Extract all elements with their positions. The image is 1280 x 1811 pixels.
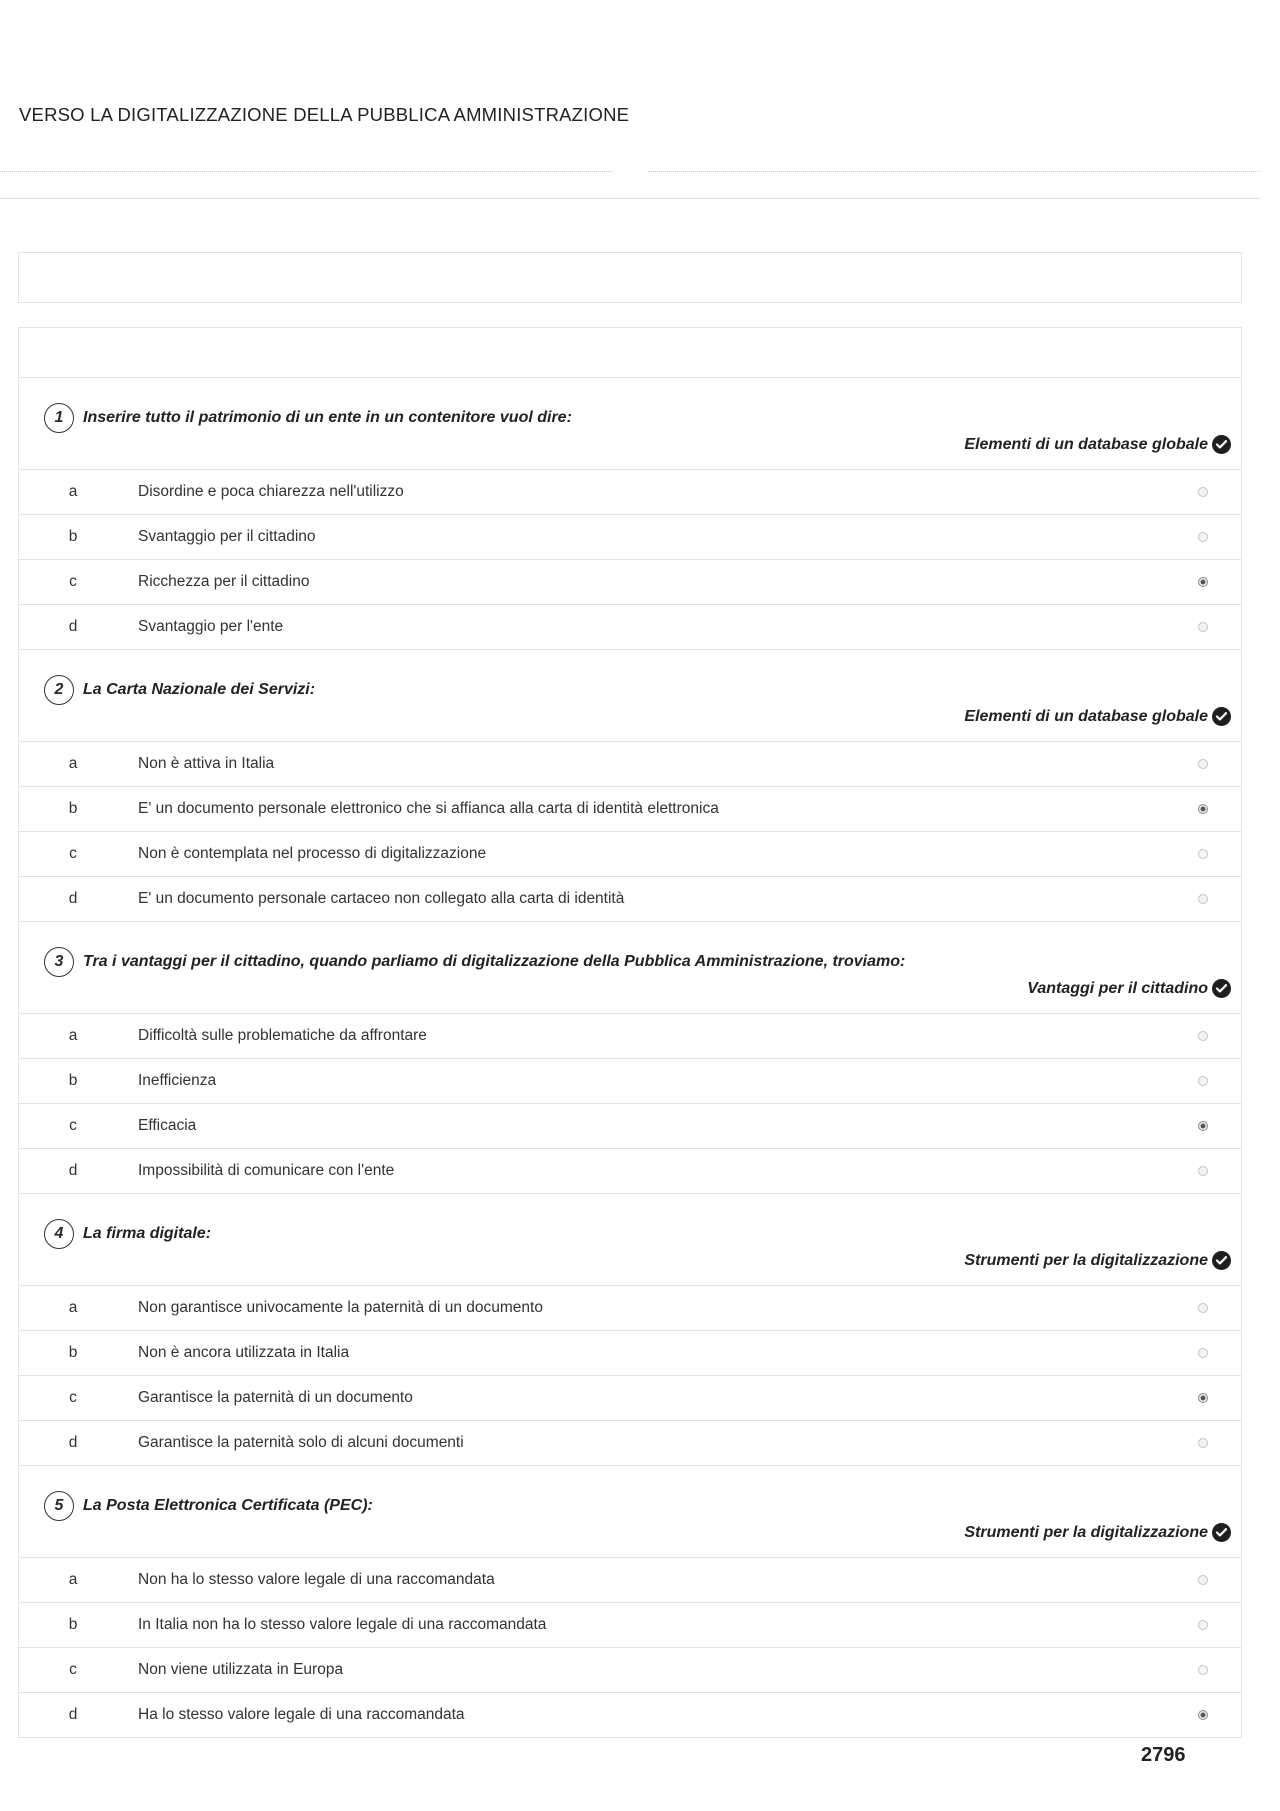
check-circle-icon: [1212, 435, 1231, 454]
option-letter: a: [68, 1299, 78, 1316]
question-header: [19, 1466, 1241, 1522]
question-category: [19, 1250, 1241, 1286]
option-radio[interactable]: [1198, 1710, 1208, 1720]
option-text: Garantisce la paternità di un documento: [138, 1389, 413, 1406]
answer-option[interactable]: [19, 1149, 1241, 1194]
check-circle-icon: [1212, 1523, 1231, 1542]
answer-option[interactable]: [19, 1014, 1241, 1059]
answer-option[interactable]: [19, 1376, 1241, 1421]
answer-option[interactable]: [19, 1603, 1241, 1648]
question-text: Inserire tutto il patrimonio di un ente in un contenitore vuol dire:: [83, 409, 572, 426]
option-text: Non è contemplata nel processo di digitalizzazione: [138, 845, 487, 862]
question-number: 5: [44, 1491, 74, 1521]
option-text: Difficoltà sulle problematiche da affrontare: [138, 1027, 427, 1044]
option-text: Non viene utilizzata in Europa: [138, 1661, 344, 1678]
option-letter: c: [69, 1389, 77, 1406]
category-label: Elementi di un database globale: [964, 435, 1208, 453]
question-header: [19, 650, 1241, 706]
option-text: Efficacia: [138, 1117, 197, 1134]
option-text: In Italia non ha lo stesso valore legale di una raccomandata: [138, 1616, 547, 1633]
option-text: Non garantisce univocamente la paternità di un documento: [138, 1299, 543, 1316]
option-text: Svantaggio per l'ente: [138, 618, 284, 635]
option-radio[interactable]: [1198, 1393, 1208, 1403]
answer-option[interactable]: [19, 470, 1241, 515]
question-number: 1: [44, 403, 74, 433]
option-radio[interactable]: [1198, 1348, 1208, 1358]
option-text: Inefficienza: [138, 1072, 217, 1089]
option-letter: b: [68, 528, 78, 545]
answer-option[interactable]: [19, 515, 1241, 560]
option-letter: b: [68, 800, 78, 817]
option-radio[interactable]: [1198, 1121, 1208, 1131]
answer-option[interactable]: [19, 605, 1241, 650]
option-radio[interactable]: [1198, 1076, 1208, 1086]
option-letter: c: [69, 573, 77, 590]
question-number: 3: [44, 947, 74, 977]
answer-option[interactable]: [19, 787, 1241, 832]
option-text: Non ha lo stesso valore legale di una raccomandata: [138, 1571, 495, 1588]
option-letter: a: [68, 755, 78, 772]
check-circle-icon: [1212, 1251, 1231, 1270]
answer-option[interactable]: [19, 877, 1241, 922]
option-radio[interactable]: [1198, 532, 1208, 542]
question-number: 4: [44, 1219, 74, 1249]
question-category: [19, 978, 1241, 1014]
option-radio[interactable]: [1198, 1665, 1208, 1675]
option-text: Ha lo stesso valore legale di una raccomandata: [138, 1706, 465, 1723]
option-letter: a: [68, 1571, 78, 1588]
option-radio[interactable]: [1198, 577, 1208, 587]
option-text: E' un documento personale elettronico che si affianca alla carta di identità elettronica: [138, 800, 719, 817]
question-header: [19, 1194, 1241, 1250]
question-text: La firma digitale:: [83, 1225, 212, 1242]
option-text: Ricchezza per il cittadino: [138, 573, 310, 590]
option-radio[interactable]: [1198, 1438, 1208, 1448]
dotted-divider-right: [648, 171, 1260, 172]
option-letter: a: [68, 1027, 78, 1044]
question-category: [19, 706, 1241, 742]
page-number: 2796: [1141, 1744, 1186, 1766]
option-letter: c: [69, 1117, 77, 1134]
option-radio[interactable]: [1198, 1303, 1208, 1313]
option-letter: d: [68, 1706, 78, 1723]
option-letter: b: [68, 1616, 78, 1633]
option-radio[interactable]: [1198, 1575, 1208, 1585]
option-letter: b: [68, 1344, 78, 1361]
option-letter: c: [69, 1661, 77, 1678]
page-title: VERSO LA DIGITALIZZAZIONE DELLA PUBBLICA AMMINISTRAZIONE: [19, 104, 630, 125]
option-radio[interactable]: [1198, 804, 1208, 814]
option-letter: d: [68, 618, 78, 635]
answer-option[interactable]: [19, 560, 1241, 605]
option-text: Svantaggio per il cittadino: [138, 528, 316, 545]
option-text: Impossibilità di comunicare con l'ente: [138, 1162, 395, 1179]
option-text: Non è ancora utilizzata in Italia: [138, 1344, 350, 1361]
question-header: [19, 378, 1241, 434]
option-text: E' un documento personale cartaceo non collegato alla carta di identità: [138, 890, 625, 907]
header-divider: [0, 198, 1260, 199]
option-radio[interactable]: [1198, 759, 1208, 769]
option-radio[interactable]: [1198, 849, 1208, 859]
option-radio[interactable]: [1198, 622, 1208, 632]
empty-panel: [18, 252, 1242, 303]
answer-option[interactable]: [19, 1286, 1241, 1331]
option-radio[interactable]: [1198, 1031, 1208, 1041]
option-text: Garantisce la paternità solo di alcuni documenti: [138, 1434, 464, 1451]
question-text: La Posta Elettronica Certificata (PEC):: [83, 1497, 373, 1514]
check-circle-icon: [1212, 707, 1231, 726]
answer-option[interactable]: [19, 1421, 1241, 1466]
option-letter: b: [68, 1072, 78, 1089]
option-letter: c: [69, 845, 77, 862]
question-text: La Carta Nazionale dei Servizi:: [83, 681, 316, 698]
answer-option[interactable]: [19, 1558, 1241, 1603]
option-letter: d: [68, 1162, 78, 1179]
category-label: Vantaggi per il cittadino: [1027, 979, 1208, 997]
option-letter: d: [68, 890, 78, 907]
answer-option[interactable]: [19, 832, 1241, 877]
answer-option[interactable]: [19, 1059, 1241, 1104]
question-number: 2: [44, 675, 74, 705]
answer-option[interactable]: [19, 1693, 1241, 1738]
category-label: Strumenti per la digitalizzazione: [964, 1251, 1208, 1269]
question-category: [19, 1522, 1241, 1558]
category-label: Strumenti per la digitalizzazione: [964, 1523, 1208, 1541]
option-text: Disordine e poca chiarezza nell'utilizzo: [138, 483, 404, 500]
quiz-panel-header: [18, 327, 1242, 378]
answer-option[interactable]: [19, 1648, 1241, 1693]
answer-option[interactable]: [19, 1331, 1241, 1376]
question-header: [19, 922, 1241, 978]
option-radio[interactable]: [1198, 894, 1208, 904]
option-letter: d: [68, 1434, 78, 1451]
option-radio[interactable]: [1198, 487, 1208, 497]
category-label: Elementi di un database globale: [964, 707, 1208, 725]
check-circle-icon: [1212, 979, 1231, 998]
option-radio[interactable]: [1198, 1620, 1208, 1630]
dotted-divider-left: [0, 171, 613, 172]
answer-option[interactable]: [19, 1104, 1241, 1149]
question-text: Tra i vantaggi per il cittadino, quando parliamo di digitalizzazione della Pubblica Amministrazione, troviamo:: [83, 953, 906, 970]
question-category: [19, 434, 1241, 470]
option-text: Non è attiva in Italia: [138, 755, 275, 772]
quiz-list: [18, 378, 1242, 1738]
option-radio[interactable]: [1198, 1166, 1208, 1176]
answer-option[interactable]: [19, 742, 1241, 787]
option-letter: a: [68, 483, 78, 500]
